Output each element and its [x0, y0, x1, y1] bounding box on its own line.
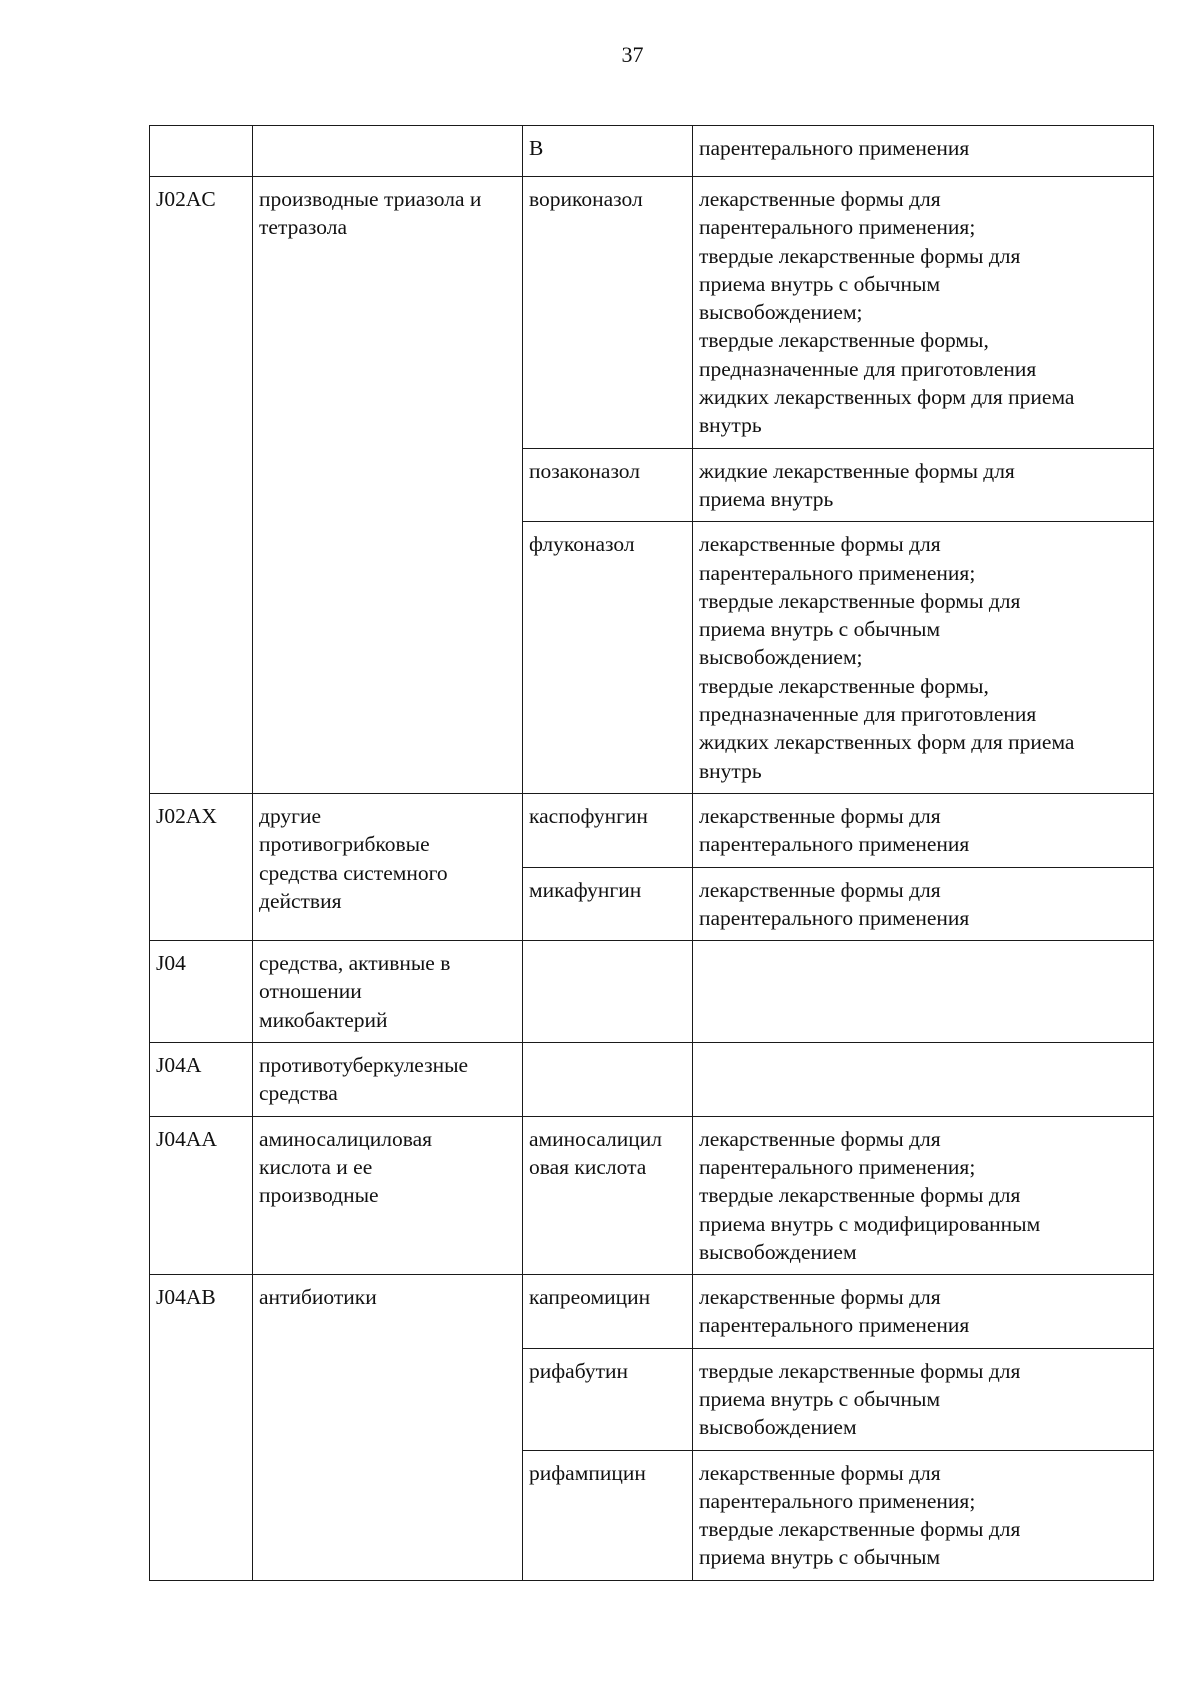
drug-name-cell: флуконазол — [523, 522, 693, 794]
dosage-forms-cell — [693, 941, 1154, 1043]
drug-name-cell: позаконазол — [523, 448, 693, 522]
dosage-forms-cell: твердые лекарственные формы для приема внутрь с обычным высвобождением — [693, 1348, 1154, 1450]
drug-name-cell — [523, 941, 693, 1043]
table-row — [150, 941, 1154, 1043]
table-row — [150, 177, 1154, 449]
table-row — [150, 1275, 1154, 1349]
atc-code-cell: J04 — [150, 941, 253, 1043]
table-row — [150, 1043, 1154, 1117]
atc-code-cell: J02AX — [150, 793, 253, 940]
table-row — [150, 793, 1154, 867]
medication-table — [149, 125, 1154, 1581]
dosage-forms-cell: лекарственные формы для парентерального применения; твердые лекарственные формы для приема внутрь с модифицированным высвобождением — [693, 1116, 1154, 1274]
group-name-cell: другие противогрибковые средства системного действия — [253, 793, 523, 940]
group-name-cell: противотуберкулезные средства — [253, 1043, 523, 1117]
table-row — [150, 126, 1154, 177]
dosage-forms-cell: жидкие лекарственные формы для приема внутрь — [693, 448, 1154, 522]
drug-name-cell: В — [523, 126, 693, 177]
dosage-forms-cell: лекарственные формы для парентерального применения; твердые лекарственные формы для приема внутрь с обычным высвобождением; твердые лекарственные формы, предназначенные для приготовления жидких лекарственных форм для приема внутрь — [693, 522, 1154, 794]
dosage-forms-cell: лекарственные формы для парентерального применения; твердые лекарственные формы для приема внутрь с обычным — [693, 1450, 1154, 1580]
dosage-forms-cell: лекарственные формы для парентерального применения — [693, 1275, 1154, 1349]
group-name-cell: аминосалициловая кислота и ее производные — [253, 1116, 523, 1274]
dosage-forms-cell: лекарственные формы для парентерального применения; твердые лекарственные формы для приема внутрь с обычным высвобождением; твердые лекарственные формы, предназначенные для приготовления жидких лекарственных форм для приема внутрь — [693, 177, 1154, 449]
drug-name-cell: рифампицин — [523, 1450, 693, 1580]
table-row — [150, 1116, 1154, 1274]
group-name-cell: антибиотики — [253, 1275, 523, 1581]
drug-name-cell: вориконазол — [523, 177, 693, 449]
dosage-forms-cell: парентерального применения — [693, 126, 1154, 177]
group-name-cell — [253, 126, 523, 177]
drug-name-cell: аминосалицил овая кислота — [523, 1116, 693, 1274]
drug-name-cell: рифабутин — [523, 1348, 693, 1450]
page-number: 37 — [621, 42, 644, 67]
dosage-forms-cell: лекарственные формы для парентерального применения — [693, 793, 1154, 867]
drug-name-cell: капреомицин — [523, 1275, 693, 1349]
dosage-forms-cell: лекарственные формы для парентерального применения — [693, 867, 1154, 941]
drug-name-cell: каспофунгин — [523, 793, 693, 867]
dosage-forms-cell — [693, 1043, 1154, 1117]
atc-code-cell: J04AA — [150, 1116, 253, 1274]
drug-name-cell: микафунгин — [523, 867, 693, 941]
group-name-cell: средства, активные в отношении микобактерий — [253, 941, 523, 1043]
group-name-cell: производные триазола и тетразола — [253, 177, 523, 794]
atc-code-cell: J04AB — [150, 1275, 253, 1581]
drug-name-cell — [523, 1043, 693, 1117]
atc-code-cell — [150, 126, 253, 177]
atc-code-cell: J02AC — [150, 177, 253, 794]
atc-code-cell: J04A — [150, 1043, 253, 1117]
